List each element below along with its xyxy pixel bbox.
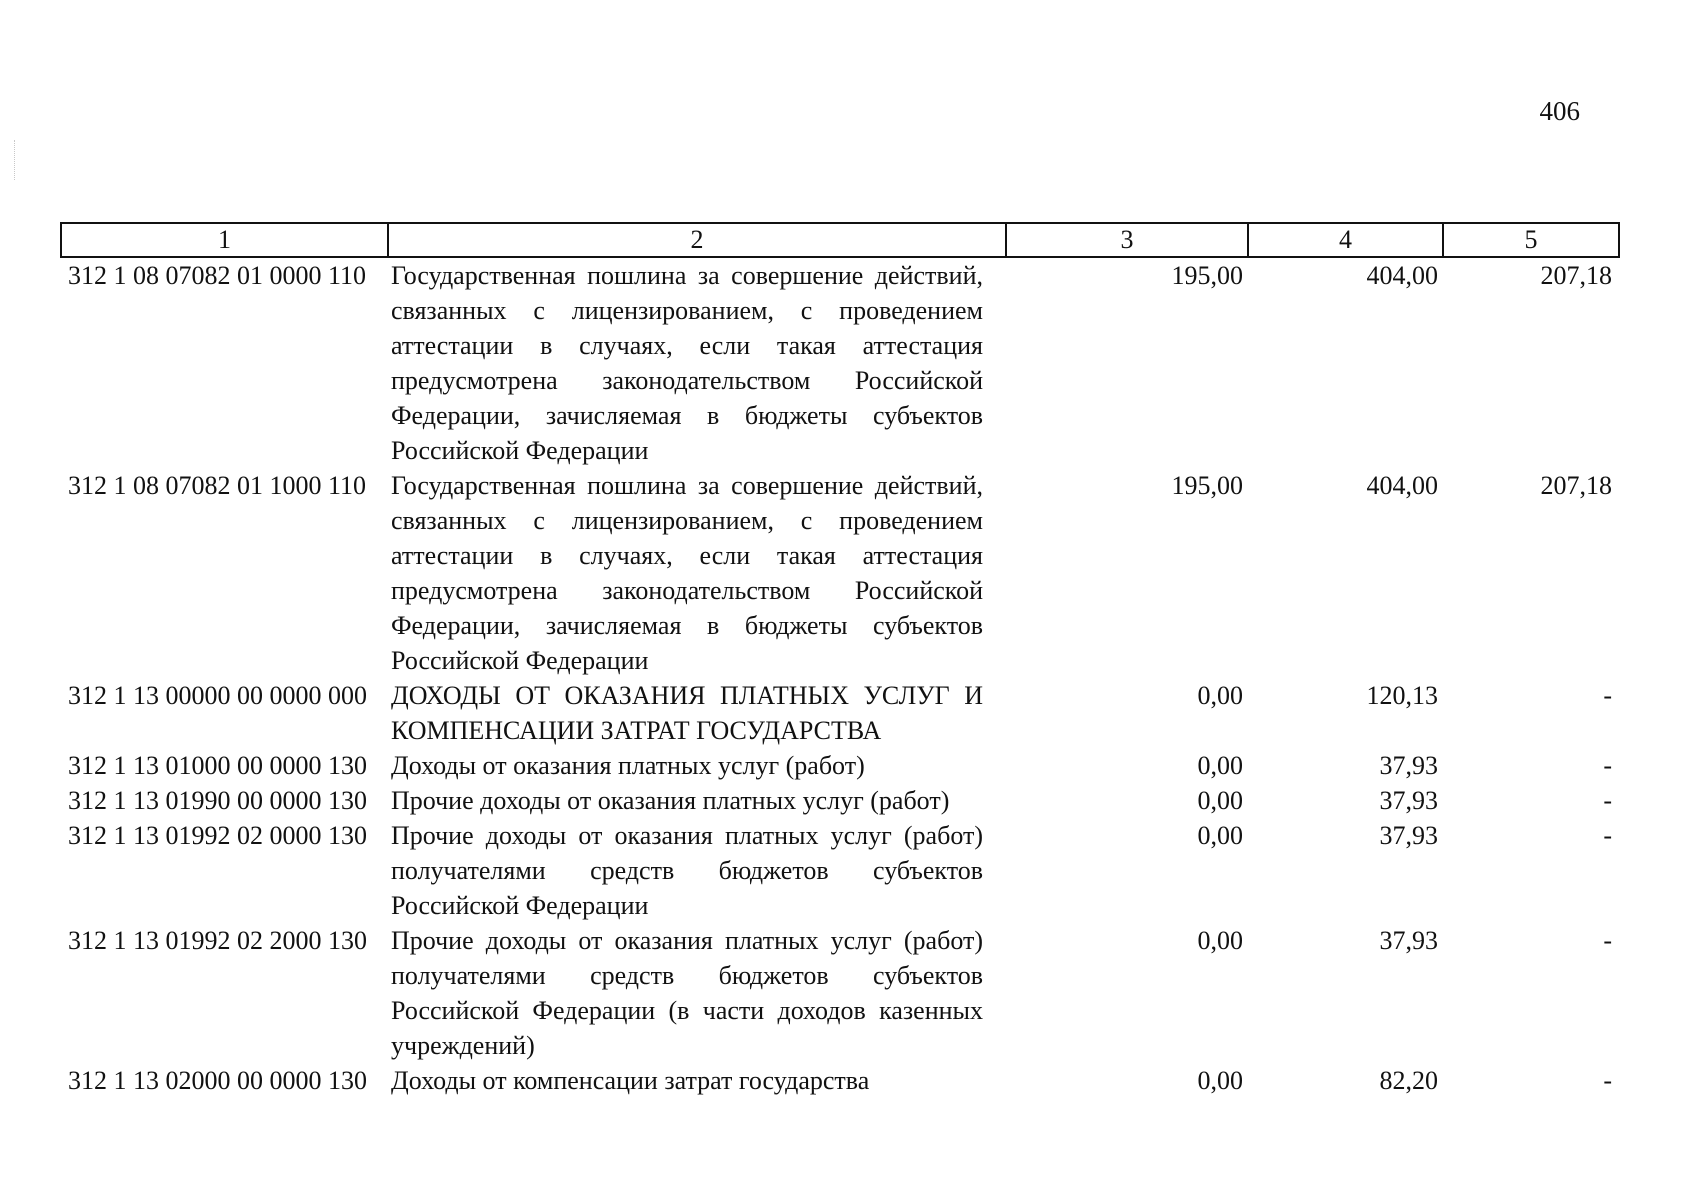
value-col-3: 0,00 — [1197, 751, 1243, 780]
value-col-3: 0,00 — [1197, 821, 1243, 850]
table-row — [60, 748, 1620, 783]
value-col-5: - — [1603, 821, 1612, 850]
value-col-5: - — [1603, 751, 1612, 780]
income-name: Доходы от компенсации затрат государства — [391, 1066, 870, 1095]
value-col-4: 37,93 — [1379, 751, 1438, 780]
header-col-2: 2 — [389, 224, 1007, 256]
value-col-3: 195,00 — [1171, 471, 1243, 500]
value-col-5: 207,18 — [1540, 261, 1612, 290]
income-name: Прочие доходы от оказания платных услуг (работ) — [391, 786, 950, 815]
budget-code: 312 1 08 07082 01 0000 110 — [68, 261, 367, 290]
header-col-3: 3 — [1007, 224, 1249, 256]
table-row — [60, 678, 1620, 748]
income-name: Доходы от оказания платных услуг (работ) — [391, 751, 865, 780]
value-col-3: 195,00 — [1171, 261, 1243, 290]
value-col-5: - — [1603, 681, 1612, 710]
value-col-3: 0,00 — [1197, 786, 1243, 815]
value-col-4: 404,00 — [1366, 471, 1438, 500]
header-col-5: 5 — [1524, 225, 1538, 254]
value-col-5: - — [1603, 1066, 1612, 1095]
budget-code: 312 1 13 02000 00 0000 130 — [68, 1066, 367, 1095]
value-col-5: - — [1603, 926, 1612, 955]
income-name: Прочие доходы от оказания платных услуг (работ) получателями средств бюджетов субъектов Российской Федерации (в части доходов казенных учреждений) — [391, 926, 983, 1060]
header-col-1: 1 — [62, 224, 389, 256]
income-name: Прочие доходы от оказания платных услуг (работ) получателями средств бюджетов субъектов Российской Федерации — [391, 821, 983, 920]
value-col-5: 207,18 — [1540, 471, 1612, 500]
value-col-3: 0,00 — [1197, 926, 1243, 955]
budget-code: 312 1 08 07082 01 1000 110 — [68, 471, 367, 500]
budget-code: 312 1 13 00000 00 0000 000 — [68, 681, 367, 710]
table-body — [60, 258, 1620, 1098]
table-header — [60, 222, 1620, 258]
budget-code: 312 1 13 01990 00 0000 130 — [68, 786, 367, 815]
income-name: Государственная пошлина за совершение действий, связанных с лицензированием, с проведением аттестации в случаях, если такая аттестация предусмотрена законодательством Российской Федерации, зачисляемая в бюджеты субъектов Российской Федерации — [391, 471, 983, 675]
value-col-4: 37,93 — [1379, 786, 1438, 815]
scan-margin-mark — [14, 140, 16, 180]
value-col-4: 37,93 — [1379, 926, 1438, 955]
value-col-3: 0,00 — [1197, 1066, 1243, 1095]
value-col-5: - — [1603, 786, 1612, 815]
page-number: 406 — [1539, 96, 1580, 126]
budget-code: 312 1 13 01992 02 2000 130 — [68, 926, 367, 955]
budget-code: 312 1 13 01992 02 0000 130 — [68, 821, 367, 850]
table-row — [60, 1063, 1620, 1098]
table-row — [60, 783, 1620, 818]
budget-code: 312 1 13 01000 00 0000 130 — [68, 751, 367, 780]
table-row — [60, 923, 1620, 1063]
value-col-4: 120,13 — [1366, 681, 1438, 710]
income-name: ДОХОДЫ ОТ ОКАЗАНИЯ ПЛАТНЫХ УСЛУГ И КОМПЕНСАЦИИ ЗАТРАТ ГОСУДАРСТВА — [391, 681, 983, 745]
value-col-4: 404,00 — [1366, 261, 1438, 290]
value-col-4: 37,93 — [1379, 821, 1438, 850]
header-col-4: 4 — [1249, 224, 1444, 256]
value-col-4: 82,20 — [1379, 1066, 1438, 1095]
table-row — [60, 468, 1620, 678]
income-name: Государственная пошлина за совершение действий, связанных с лицензированием, с проведением аттестации в случаях, если такая аттестация предусмотрена законодательством Российской Федерации, зачисляемая в бюджеты субъектов Российской Федерации — [391, 261, 983, 465]
table-row — [60, 818, 1620, 923]
table-row — [60, 258, 1620, 468]
value-col-3: 0,00 — [1197, 681, 1243, 710]
